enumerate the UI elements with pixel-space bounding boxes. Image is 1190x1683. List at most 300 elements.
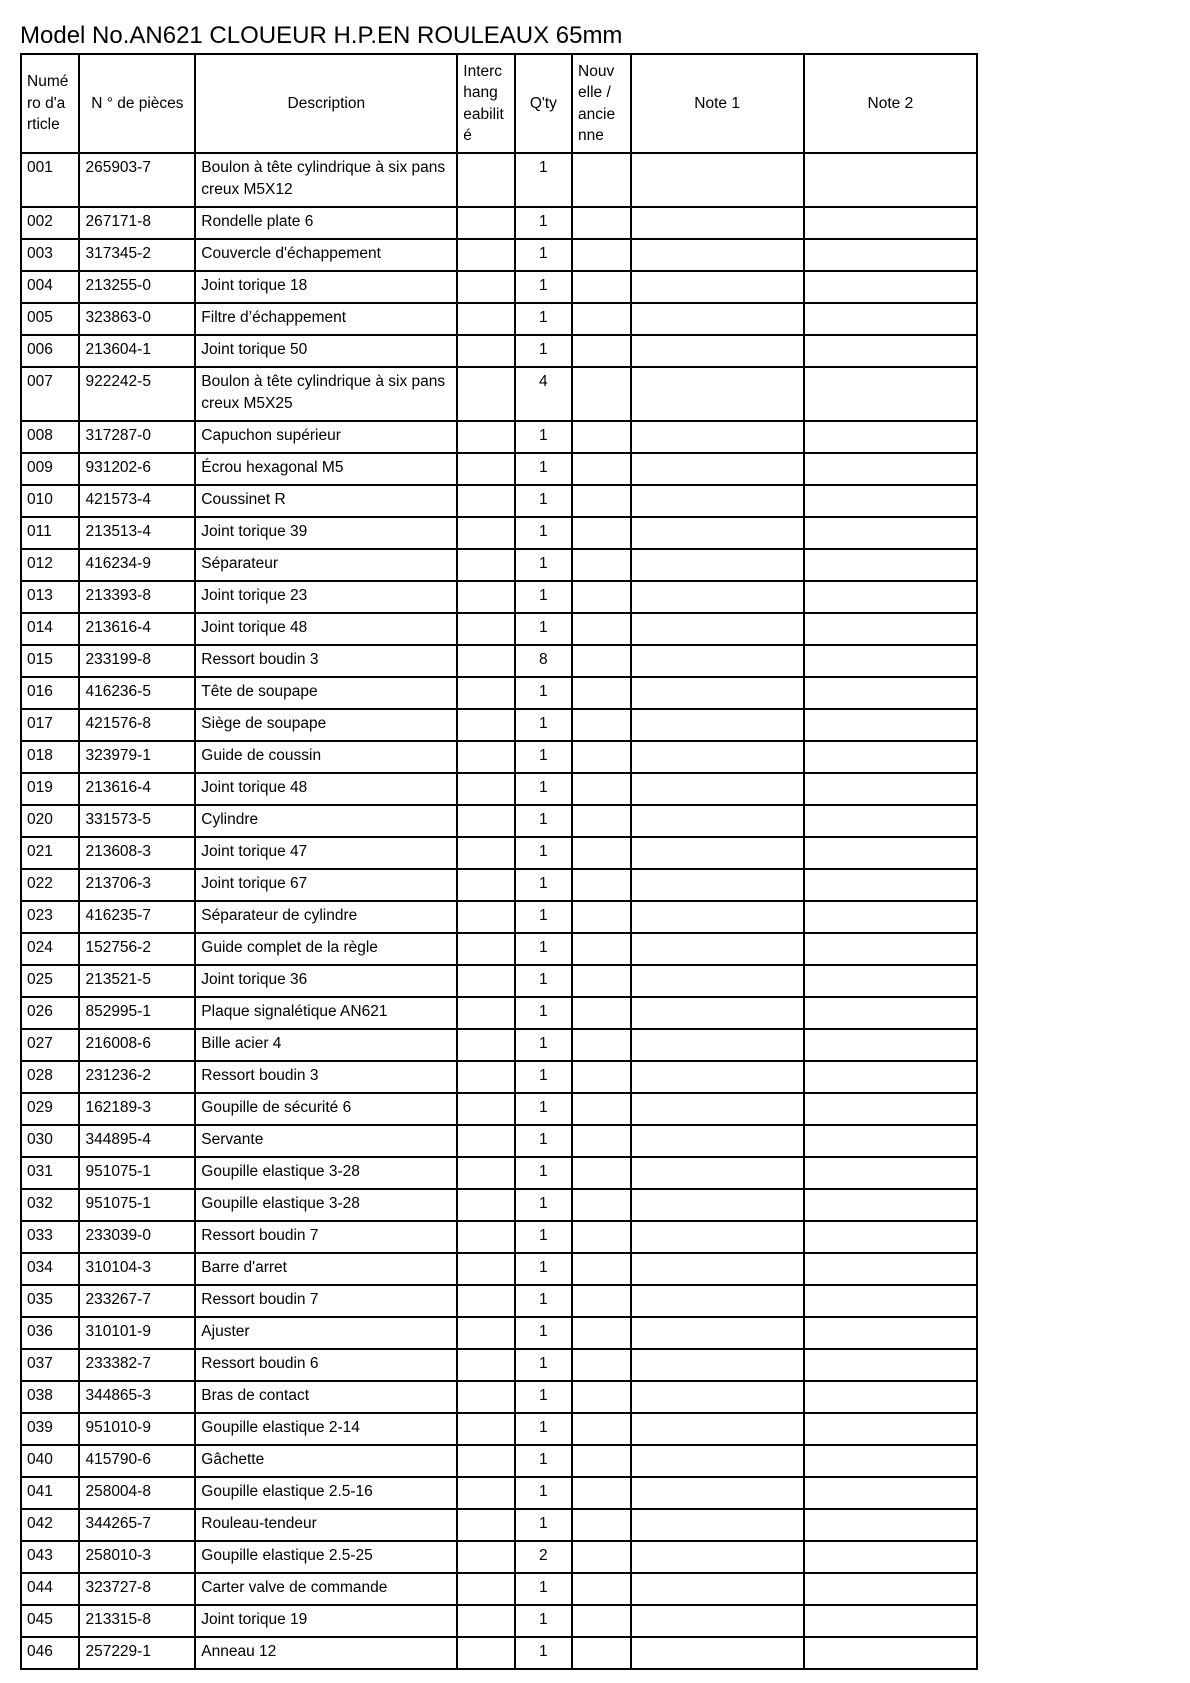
new-old-cell [572,1605,630,1637]
table-row [21,239,977,271]
interchangeability-cell [457,1637,514,1669]
new-old-cell [572,1253,630,1285]
table-row [21,1445,977,1477]
note-2-cell [804,549,977,581]
table-row [21,367,977,421]
new-old-cell [572,645,630,677]
note-2-cell [804,869,977,901]
description-cell: Joint torique 39 [195,517,457,549]
part-number-cell: 331573-5 [79,805,195,837]
interchangeability-cell [457,1125,514,1157]
item-number-cell: 042 [21,1509,79,1541]
note-2-cell [804,1381,977,1413]
new-old-cell [572,1637,630,1669]
description-cell: Filtre d’échappement [195,303,457,335]
item-number-cell: 001 [21,153,79,207]
header-interchangeability: Interc hang eabilit é [457,54,514,153]
header-note-1: Note 1 [631,54,804,153]
description-cell: Siège de soupape [195,709,457,741]
item-number-cell: 008 [21,421,79,453]
item-number-cell: 007 [21,367,79,421]
note-2-cell [804,773,977,805]
quantity-cell: 1 [515,1509,572,1541]
table-row [21,1221,977,1253]
note-2-cell [804,453,977,485]
note-2-cell [804,239,977,271]
description-cell: Joint torique 47 [195,837,457,869]
note-2-cell [804,1477,977,1509]
note-1-cell [631,965,804,997]
note-2-cell [804,1157,977,1189]
item-number-cell: 003 [21,239,79,271]
part-number-cell: 344865-3 [79,1381,195,1413]
item-number-cell: 030 [21,1125,79,1157]
part-number-cell: 310104-3 [79,1253,195,1285]
part-number-cell: 213513-4 [79,517,195,549]
item-number-cell: 034 [21,1253,79,1285]
header-note-2: Note 2 [804,54,977,153]
note-1-cell [631,837,804,869]
item-number-cell: 020 [21,805,79,837]
table-row [21,485,977,517]
note-2-cell [804,1221,977,1253]
interchangeability-cell [457,773,514,805]
new-old-cell [572,581,630,613]
new-old-cell [572,207,630,239]
new-old-cell [572,933,630,965]
note-1-cell [631,1189,804,1221]
description-cell: Écrou hexagonal M5 [195,453,457,485]
table-row [21,1573,977,1605]
new-old-cell [572,1125,630,1157]
item-number-cell: 028 [21,1061,79,1093]
new-old-cell [572,677,630,709]
note-1-cell [631,303,804,335]
table-row [21,335,977,367]
table-row [21,1541,977,1573]
interchangeability-cell [457,1221,514,1253]
new-old-cell [572,1029,630,1061]
table-row [21,1637,977,1669]
note-2-cell [804,645,977,677]
quantity-cell: 1 [515,1477,572,1509]
table-row [21,1381,977,1413]
note-2-cell [804,303,977,335]
note-1-cell [631,1125,804,1157]
item-number-cell: 041 [21,1477,79,1509]
note-1-cell [631,1029,804,1061]
new-old-cell [572,1349,630,1381]
description-cell: Joint torique 36 [195,965,457,997]
part-number-cell: 233199-8 [79,645,195,677]
interchangeability-cell [457,1349,514,1381]
new-old-cell [572,367,630,421]
new-old-cell [572,805,630,837]
item-number-cell: 010 [21,485,79,517]
item-number-cell: 004 [21,271,79,303]
note-2-cell [804,1285,977,1317]
table-row [21,421,977,453]
note-2-cell [804,965,977,997]
note-1-cell [631,453,804,485]
description-cell: Barre d'arret [195,1253,457,1285]
new-old-cell [572,1573,630,1605]
note-1-cell [631,677,804,709]
quantity-cell: 1 [515,1125,572,1157]
part-number-cell: 267171-8 [79,207,195,239]
interchangeability-cell [457,335,514,367]
part-number-cell: 951010-9 [79,1413,195,1445]
new-old-cell [572,1541,630,1573]
note-1-cell [631,207,804,239]
note-1-cell [631,581,804,613]
quantity-cell: 1 [515,153,572,207]
note-1-cell [631,153,804,207]
table-row [21,805,977,837]
description-cell: Bille acier 4 [195,1029,457,1061]
note-1-cell [631,1157,804,1189]
table-row [21,613,977,645]
table-row [21,869,977,901]
part-number-cell: 310101-9 [79,1317,195,1349]
description-cell: Couvercle d'échappement [195,239,457,271]
table-row [21,997,977,1029]
quantity-cell: 1 [515,335,572,367]
table-row [21,1061,977,1093]
new-old-cell [572,303,630,335]
new-old-cell [572,1221,630,1253]
description-cell: Ressort boudin 6 [195,1349,457,1381]
note-2-cell [804,1125,977,1157]
item-number-cell: 015 [21,645,79,677]
note-1-cell [631,741,804,773]
description-cell: Joint torique 23 [195,581,457,613]
item-number-cell: 036 [21,1317,79,1349]
quantity-cell: 1 [515,1637,572,1669]
item-number-cell: 029 [21,1093,79,1125]
description-cell: Coussinet R [195,485,457,517]
item-number-cell: 005 [21,303,79,335]
interchangeability-cell [457,485,514,517]
description-cell: Joint torique 48 [195,613,457,645]
table-row [21,303,977,335]
description-cell: Goupille elastique 2.5-16 [195,1477,457,1509]
interchangeability-cell [457,1061,514,1093]
note-2-cell [804,1573,977,1605]
parts-table [20,53,978,1670]
item-number-cell: 037 [21,1349,79,1381]
table-row [21,1253,977,1285]
description-cell: Goupille elastique 3-28 [195,1157,457,1189]
new-old-cell [572,709,630,741]
part-number-cell: 213393-8 [79,581,195,613]
item-number-cell: 013 [21,581,79,613]
part-number-cell: 344895-4 [79,1125,195,1157]
new-old-cell [572,1477,630,1509]
part-number-cell: 265903-7 [79,153,195,207]
quantity-cell: 1 [515,549,572,581]
interchangeability-cell [457,239,514,271]
table-row [21,1413,977,1445]
quantity-cell: 1 [515,1221,572,1253]
header-item-number: Numé ro d'a rticle [21,54,79,153]
quantity-cell: 1 [515,1381,572,1413]
description-cell: Boulon à tête cylindrique à six pans creux M5X25 [195,367,457,421]
interchangeability-cell [457,1189,514,1221]
table-row [21,517,977,549]
interchangeability-cell [457,709,514,741]
description-cell: Ressort boudin 7 [195,1221,457,1253]
interchangeability-cell [457,1413,514,1445]
item-number-cell: 018 [21,741,79,773]
interchangeability-cell [457,677,514,709]
interchangeability-cell [457,837,514,869]
item-number-cell: 025 [21,965,79,997]
table-row [21,677,977,709]
new-old-cell [572,869,630,901]
note-1-cell [631,1093,804,1125]
description-cell: Joint torique 18 [195,271,457,303]
note-1-cell [631,1541,804,1573]
part-number-cell: 415790-6 [79,1445,195,1477]
note-2-cell [804,1413,977,1445]
part-number-cell: 257229-1 [79,1637,195,1669]
interchangeability-cell [457,1029,514,1061]
note-1-cell [631,1445,804,1477]
quantity-cell: 1 [515,773,572,805]
part-number-cell: 213706-3 [79,869,195,901]
note-2-cell [804,997,977,1029]
interchangeability-cell [457,1477,514,1509]
new-old-cell [572,453,630,485]
quantity-cell: 1 [515,1445,572,1477]
part-number-cell: 416235-7 [79,901,195,933]
interchangeability-cell [457,271,514,303]
note-1-cell [631,239,804,271]
table-row [21,271,977,303]
item-number-cell: 026 [21,997,79,1029]
part-number-cell: 213604-1 [79,335,195,367]
note-1-cell [631,933,804,965]
note-2-cell [804,153,977,207]
quantity-cell: 1 [515,709,572,741]
note-1-cell [631,421,804,453]
quantity-cell: 1 [515,677,572,709]
table-row [21,1285,977,1317]
description-cell: Rondelle plate 6 [195,207,457,239]
note-1-cell [631,1477,804,1509]
note-1-cell [631,517,804,549]
interchangeability-cell [457,367,514,421]
table-row [21,1349,977,1381]
note-1-cell [631,335,804,367]
quantity-cell: 1 [515,933,572,965]
new-old-cell [572,741,630,773]
interchangeability-cell [457,1157,514,1189]
item-number-cell: 017 [21,709,79,741]
table-row [21,741,977,773]
interchangeability-cell [457,1573,514,1605]
header-part-number: N ° de pièces [79,54,195,153]
table-row [21,965,977,997]
new-old-cell [572,1445,630,1477]
table-row [21,1189,977,1221]
note-1-cell [631,367,804,421]
note-2-cell [804,1093,977,1125]
description-cell: Ajuster [195,1317,457,1349]
part-number-cell: 213608-3 [79,837,195,869]
table-row [21,645,977,677]
note-2-cell [804,741,977,773]
part-number-cell: 416234-9 [79,549,195,581]
description-cell: Goupille elastique 2-14 [195,1413,457,1445]
part-number-cell: 323727-8 [79,1573,195,1605]
description-cell: Ressort boudin 7 [195,1285,457,1317]
description-cell: Joint torique 50 [195,335,457,367]
item-number-cell: 012 [21,549,79,581]
item-number-cell: 011 [21,517,79,549]
interchangeability-cell [457,997,514,1029]
item-number-cell: 032 [21,1189,79,1221]
interchangeability-cell [457,1445,514,1477]
part-number-cell: 216008-6 [79,1029,195,1061]
interchangeability-cell [457,549,514,581]
table-row [21,837,977,869]
quantity-cell: 1 [515,837,572,869]
note-2-cell [804,421,977,453]
note-2-cell [804,677,977,709]
new-old-cell [572,1381,630,1413]
quantity-cell: 1 [515,1317,572,1349]
note-2-cell [804,1253,977,1285]
description-cell: Joint torique 48 [195,773,457,805]
note-2-cell [804,1317,977,1349]
note-1-cell [631,869,804,901]
new-old-cell [572,421,630,453]
description-cell: Bras de contact [195,1381,457,1413]
interchangeability-cell [457,1317,514,1349]
part-number-cell: 416236-5 [79,677,195,709]
new-old-cell [572,997,630,1029]
quantity-cell: 4 [515,367,572,421]
new-old-cell [572,1189,630,1221]
part-number-cell: 323979-1 [79,741,195,773]
description-cell: Anneau 12 [195,1637,457,1669]
note-1-cell [631,485,804,517]
new-old-cell [572,901,630,933]
new-old-cell [572,239,630,271]
interchangeability-cell [457,965,514,997]
interchangeability-cell [457,933,514,965]
quantity-cell: 1 [515,485,572,517]
part-number-cell: 213255-0 [79,271,195,303]
table-row [21,153,977,207]
note-1-cell [631,1605,804,1637]
item-number-cell: 039 [21,1413,79,1445]
new-old-cell [572,613,630,645]
new-old-cell [572,517,630,549]
new-old-cell [572,773,630,805]
note-2-cell [804,805,977,837]
quantity-cell: 1 [515,1253,572,1285]
part-number-cell: 233267-7 [79,1285,195,1317]
item-number-cell: 045 [21,1605,79,1637]
description-cell: Goupille elastique 3-28 [195,1189,457,1221]
item-number-cell: 014 [21,613,79,645]
interchangeability-cell [457,1541,514,1573]
quantity-cell: 1 [515,1189,572,1221]
part-number-cell: 951075-1 [79,1189,195,1221]
note-1-cell [631,613,804,645]
description-cell: Capuchon supérieur [195,421,457,453]
quantity-cell: 1 [515,453,572,485]
quantity-cell: 1 [515,1061,572,1093]
part-number-cell: 233382-7 [79,1349,195,1381]
item-number-cell: 024 [21,933,79,965]
note-2-cell [804,709,977,741]
quantity-cell: 1 [515,965,572,997]
table-row [21,933,977,965]
header-new-old: Nouv elle / ancie nne [572,54,630,153]
note-1-cell [631,901,804,933]
description-cell: Plaque signalétique AN621 [195,997,457,1029]
interchangeability-cell [457,645,514,677]
item-number-cell: 002 [21,207,79,239]
table-row [21,1605,977,1637]
part-number-cell: 258004-8 [79,1477,195,1509]
interchangeability-cell [457,805,514,837]
part-number-cell: 922242-5 [79,367,195,421]
table-header-row [21,54,977,153]
item-number-cell: 040 [21,1445,79,1477]
quantity-cell: 1 [515,303,572,335]
table-row [21,1093,977,1125]
description-cell: Séparateur [195,549,457,581]
description-cell: Joint torique 19 [195,1605,457,1637]
quantity-cell: 1 [515,1285,572,1317]
parts-table-body [21,153,977,1669]
note-1-cell [631,1349,804,1381]
quantity-cell: 1 [515,741,572,773]
table-row [21,709,977,741]
part-number-cell: 213521-5 [79,965,195,997]
document-title: Model No.AN621 CLOUEUR H.P.EN ROULEAUX 65mm [20,22,623,49]
new-old-cell [572,1285,630,1317]
table-row [21,901,977,933]
quantity-cell: 1 [515,901,572,933]
item-number-cell: 027 [21,1029,79,1061]
item-number-cell: 009 [21,453,79,485]
quantity-cell: 2 [515,1541,572,1573]
description-cell: Goupille de sécurité 6 [195,1093,457,1125]
note-2-cell [804,1349,977,1381]
item-number-cell: 006 [21,335,79,367]
part-number-cell: 317287-0 [79,421,195,453]
quantity-cell: 1 [515,581,572,613]
interchangeability-cell [457,1509,514,1541]
quantity-cell: 1 [515,869,572,901]
note-2-cell [804,933,977,965]
note-2-cell [804,1029,977,1061]
note-2-cell [804,1189,977,1221]
note-2-cell [804,1605,977,1637]
interchangeability-cell [457,1381,514,1413]
part-number-cell: 213616-4 [79,773,195,805]
note-1-cell [631,645,804,677]
part-number-cell: 317345-2 [79,239,195,271]
note-1-cell [631,805,804,837]
new-old-cell [572,1061,630,1093]
